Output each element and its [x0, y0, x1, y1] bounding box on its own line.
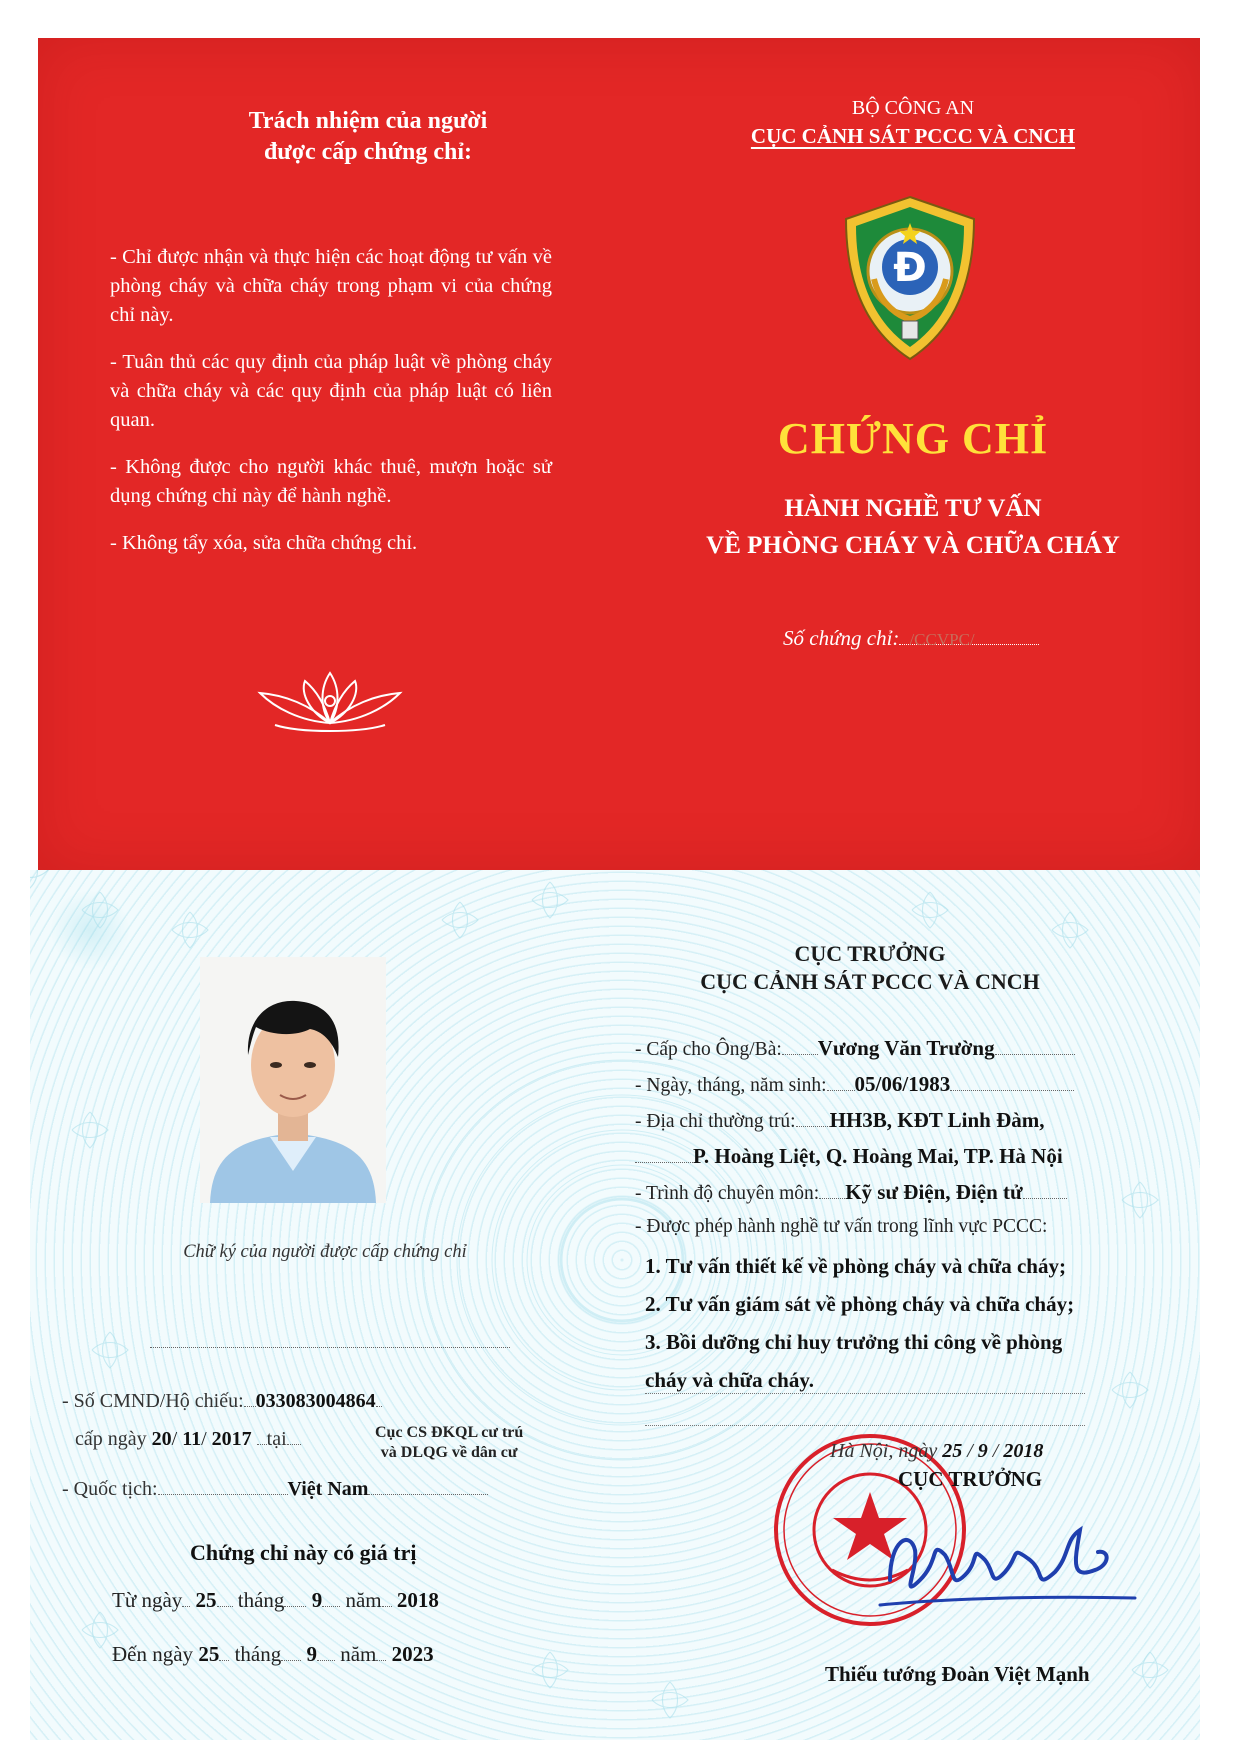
chief-title: CỤC TRƯỞNG — [898, 1467, 1043, 1491]
responsibilities-list — [110, 243, 552, 576]
issuer-heading-line1: CỤC TRƯỞNG — [794, 941, 946, 966]
certificate-title: CHỨNG CHỈ — [777, 414, 1049, 463]
valid-from-month: 9 — [311, 1588, 323, 1612]
scope-item: 1. Tư vấn thiết kế về phòng cháy và chữa cháy; — [645, 1254, 1066, 1278]
issuer-heading — [660, 940, 1080, 996]
nationality-label: - Quốc tịch: — [62, 1478, 158, 1500]
certificate-cover — [38, 38, 1200, 871]
scope-dotline — [645, 1425, 1085, 1426]
holder-signature-line — [150, 1347, 510, 1348]
nationality-row — [62, 1478, 488, 1501]
id-number-row — [62, 1390, 382, 1413]
scope-item: 2. Tư vấn giám sát về phòng cháy và chữa cháy; — [645, 1292, 1075, 1316]
holder-name-value: Vương Văn Trường — [817, 1036, 995, 1060]
address-line2: P. Hoàng Liệt, Q. Hoàng Mai, TP. Hà Nội — [693, 1144, 1063, 1168]
responsibilities-title-line2: được cấp chứng chỉ: — [263, 139, 473, 165]
director-signature-icon — [870, 1510, 1140, 1620]
rule-item: - Tuân thủ các quy định của pháp luật về phòng cháy và chữa cháy và các quy định của pháp luật có liên quan. — [110, 351, 552, 431]
department-name-text: CỤC CẢNH SÁT PCCC VÀ CNCH — [750, 124, 1076, 148]
id-issued-at-label: tại — [266, 1428, 287, 1450]
valid-to-month: 9 — [306, 1642, 317, 1666]
ministry-name: BỘ CÔNG AN — [851, 97, 975, 119]
valid-to-row — [112, 1642, 434, 1667]
dob-value: 05/06/1983 — [854, 1072, 951, 1096]
valid-to-month-label: tháng — [234, 1642, 282, 1666]
department-name — [678, 122, 1148, 150]
scope-row — [635, 1216, 1047, 1238]
issue-place-label: Hà Nội, ngày — [830, 1440, 938, 1462]
address-line1: HH3B, KĐT Linh Đàm, — [829, 1108, 1045, 1132]
valid-to-day: 25 — [198, 1642, 220, 1666]
id-issued-place-line2: và DLQG về dân cư — [380, 1444, 518, 1461]
scope-dotline — [645, 1393, 1085, 1394]
certificate-subtitle — [658, 490, 1168, 564]
svg-text:Đ: Đ — [893, 245, 927, 291]
address-label: - Địa chỉ thường trú: — [635, 1111, 796, 1132]
dob-row — [635, 1072, 1074, 1097]
holder-photo — [200, 957, 386, 1203]
issue-month: 9 — [977, 1440, 988, 1462]
issue-date-place: Hà Nội, ngày 25 / 9 / 2018 — [830, 1440, 1044, 1462]
id-issued-row: cấp ngày 20/ 11/ 2017 tại — [75, 1428, 301, 1451]
holder-name-label: - Cấp cho Ông/Bà: — [635, 1039, 782, 1060]
validity-title: Chứng chỉ này có giá trị — [190, 1540, 417, 1565]
scope-item: cháy và chữa cháy. — [645, 1368, 814, 1392]
valid-from-month-label: tháng — [237, 1588, 285, 1612]
certificate-number-label: Số chứng chỉ: — [783, 626, 900, 650]
lotus-icon — [255, 663, 405, 743]
signer-name: Thiếu tướng Đoàn Việt Mạnh — [825, 1662, 1090, 1686]
rule-item: - Không được cho người khác thuê, mượn hoặc sử dụng chứng chỉ này để hành nghề. — [110, 456, 552, 507]
valid-from-row — [112, 1588, 439, 1613]
qualification-row — [635, 1180, 1067, 1205]
id-issued-place-line1: Cục CS ĐKQL cư trú — [375, 1424, 524, 1441]
id-issued-day: 20 — [151, 1428, 172, 1450]
id-issued-month: 11 — [182, 1428, 202, 1450]
valid-to-year-label: năm — [340, 1642, 377, 1666]
rule-item: - Không tẩy xóa, sửa chữa chứng chỉ. — [110, 532, 418, 554]
qualification-label: - Trình độ chuyên môn: — [635, 1183, 820, 1204]
valid-from-day: 25 — [195, 1588, 217, 1612]
issuer-heading-line2: CỤC CẢNH SÁT PCCC VÀ CNCH — [700, 969, 1040, 994]
fire-police-emblem-icon — [840, 193, 980, 363]
certificate-subtitle-line2: VỀ PHÒNG CHÁY VÀ CHỮA CHÁY — [706, 532, 1120, 559]
certificate-number — [783, 626, 1183, 651]
qualification-value: Kỹ sư Điện, Điện tử — [845, 1180, 1023, 1204]
id-issued-place — [375, 1423, 523, 1463]
valid-to-label: Đến ngày — [112, 1642, 194, 1666]
valid-from-year-label: năm — [345, 1588, 382, 1612]
certificate-subtitle-line1: HÀNH NGHỀ TƯ VẤN — [784, 495, 1042, 522]
issuing-authority — [678, 94, 1148, 150]
issue-day: 25 — [942, 1440, 963, 1462]
responsibilities-title — [188, 106, 548, 168]
address-row — [635, 1108, 1045, 1133]
scope-label: - Được phép hành nghề tư vấn trong lĩnh vực PCCC: — [635, 1216, 1048, 1237]
dob-label: - Ngày, tháng, năm sinh: — [635, 1075, 827, 1096]
issue-year: 2018 — [1003, 1440, 1044, 1462]
id-issued-year: 2017 — [211, 1428, 252, 1450]
valid-from-label: Từ ngày — [112, 1588, 183, 1612]
holder-signature-caption: Chữ ký của người được cấp chứng chỉ — [183, 1242, 467, 1262]
nationality-value: Việt Nam — [287, 1478, 369, 1500]
id-issued-label: cấp ngày — [75, 1428, 147, 1450]
certificate-number-value: /CCVPC/ — [909, 630, 975, 649]
valid-from-year: 2018 — [396, 1588, 439, 1612]
scope-item: 3. Bồi dưỡng chỉ huy trưởng thi công về phòng — [645, 1330, 1063, 1354]
certificate-inner-page — [30, 870, 1200, 1740]
rule-item: - Chỉ được nhận và thực hiện các hoạt động tư vấn về phòng cháy và chữa cháy trong phạm vi của chứng chỉ này. — [110, 246, 552, 326]
id-number-value: 033083004864 — [255, 1390, 376, 1412]
id-number-label: - Số CMND/Hộ chiếu: — [62, 1390, 244, 1412]
address-row-2 — [635, 1144, 1063, 1169]
holder-name-row — [635, 1036, 1075, 1061]
responsibilities-title-line1: Trách nhiệm của người — [248, 108, 488, 134]
valid-to-year: 2023 — [391, 1642, 434, 1666]
